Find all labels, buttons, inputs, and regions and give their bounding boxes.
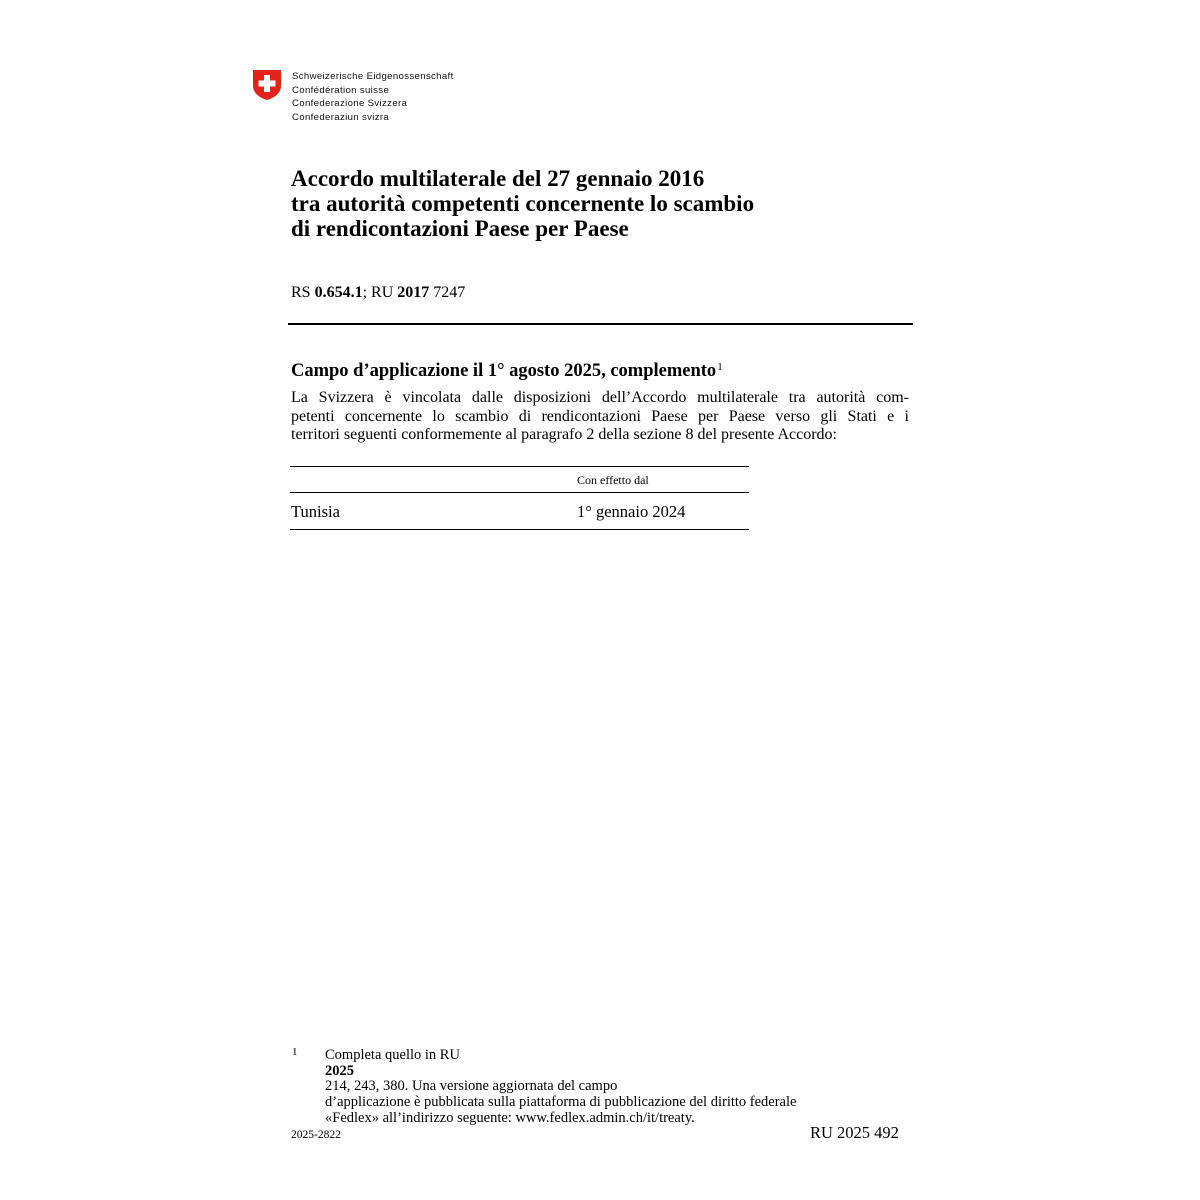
scope-table — [290, 466, 749, 530]
footnote-line: «Fedlex» all’indirizzo seguente: www.fedlex.admin.ch/it/treaty. — [325, 1109, 695, 1126]
confederation-name-rm: Confederaziun svizra — [292, 111, 390, 123]
body-line: petenti concernente lo scambio di rendicontazioni Paese per Paese verso gli Stati e i — [291, 407, 909, 425]
footnote-text — [325, 1048, 885, 1127]
ru-label: RU — [371, 284, 394, 301]
section-heading-text: Campo d’applicazione il 1° agosto 2025, complemento — [291, 361, 717, 381]
body-line: La Svizzera è vincolata dalle disposizioni dell’Accordo multilaterale tra autorità com- — [291, 389, 909, 406]
cross-horizontal — [259, 81, 276, 87]
footnote-line: d’applicazione è pubblicata sulla piattaforma di pubblicazione del diritto federale — [325, 1094, 797, 1111]
ref-separator: ; — [362, 284, 368, 301]
cell-state: Tunisia — [291, 502, 340, 521]
confederation-name-it: Confederazione Svizzera — [292, 98, 408, 110]
table-row — [290, 493, 749, 529]
rs-label: RS — [291, 284, 311, 301]
section-body — [291, 389, 909, 445]
systematic-reference — [291, 284, 465, 302]
title-line: tra autorità competenti concernente lo scambio — [291, 191, 755, 216]
ru-reference: RU 2025 492 — [810, 1123, 899, 1142]
footnote-text-part1: Completa quello in RU — [325, 1047, 460, 1063]
confederation-name-fr: Confédération suisse — [292, 84, 390, 96]
footnote-bold-year: 2025 — [325, 1062, 354, 1079]
document-title — [291, 166, 911, 241]
section-heading — [291, 361, 723, 382]
column-header-effective-date: Con effetto dal — [577, 473, 649, 487]
table-header — [290, 467, 749, 492]
confederation-names — [292, 70, 454, 124]
rs-number: 0.654.1 — [314, 284, 363, 301]
document-number: 2025-2822 — [291, 1129, 341, 1141]
title-line: di rendicontazioni Paese per Paese — [291, 216, 629, 241]
footnote-number: 1 — [292, 1046, 298, 1058]
ru-page: 7247 — [433, 284, 466, 301]
confederation-name-de: Schweizerische Eidgenossenschaft — [292, 71, 454, 82]
footnote-reference[interactable]: 1 — [717, 361, 723, 373]
header-divider — [288, 323, 913, 325]
title-line: Accordo multilaterale del 27 gennaio 2016 — [291, 166, 705, 191]
footnote-text-part2: 214, 243, 380. Una versione aggiornata del campo — [325, 1078, 618, 1095]
footnote-line — [325, 1048, 885, 1095]
ru-year: 2017 — [397, 284, 430, 301]
swiss-cross-shield-icon — [252, 69, 282, 101]
cell-effective-date: 1° gennaio 2024 — [577, 502, 686, 521]
body-line: territori seguenti conformemente al paragrafo 2 della sezione 8 del presente Accordo: — [291, 426, 837, 444]
table-bottom-rule — [290, 529, 749, 530]
